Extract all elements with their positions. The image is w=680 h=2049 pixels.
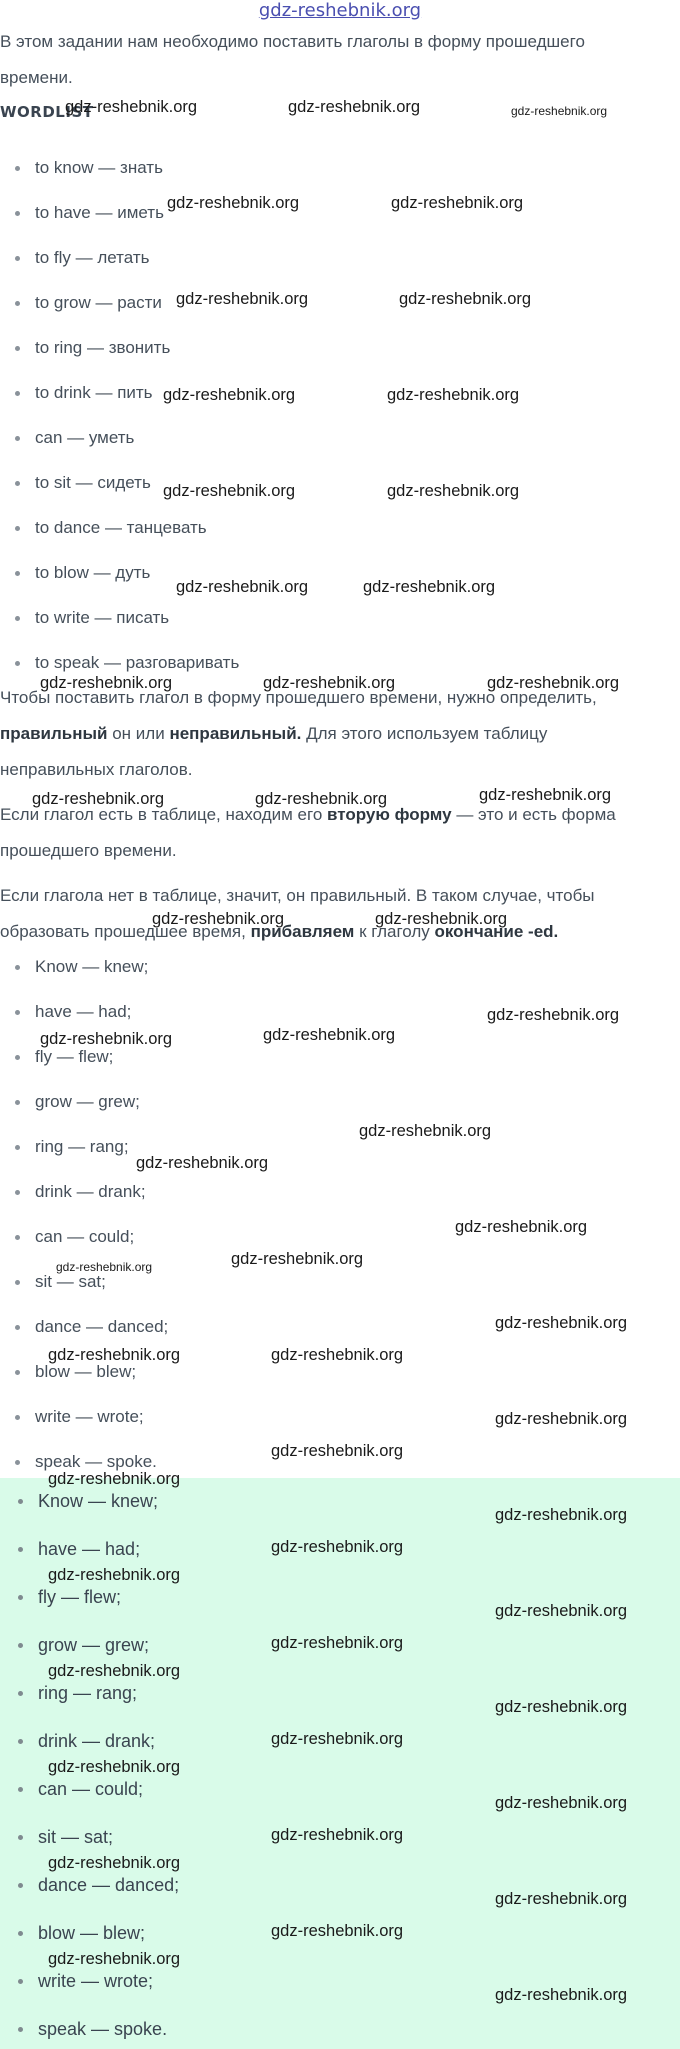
watermark: gdz-reshebnik.org bbox=[163, 482, 296, 500]
list-item: to ring — звонить bbox=[0, 335, 170, 361]
list-item: to know — знать bbox=[0, 155, 163, 181]
watermark: gdz-reshebnik.org bbox=[495, 1410, 628, 1428]
text: образовать прошедшее время, bbox=[0, 922, 251, 941]
watermark: gdz-reshebnik.org bbox=[271, 1442, 404, 1460]
watermark: gdz-reshebnik.org bbox=[495, 1890, 628, 1908]
watermark: gdz-reshebnik.org bbox=[271, 1922, 404, 1940]
explanation-line bbox=[0, 716, 676, 752]
watermark: gdz-reshebnik.org bbox=[387, 386, 520, 404]
watermark: gdz-reshebnik.org bbox=[455, 1218, 588, 1236]
site-link[interactable]: gdz-reshebnik.org bbox=[258, 0, 422, 21]
watermark: gdz-reshebnik.org bbox=[495, 1794, 628, 1812]
explanation-line: Если глагола нет в таблице, значит, он правильный. В таком случае, чтобы bbox=[0, 886, 595, 905]
watermark: gdz-reshebnik.org bbox=[167, 194, 300, 212]
watermark: gdz-reshebnik.org bbox=[375, 910, 508, 928]
text: он или bbox=[107, 724, 170, 743]
bold-text: вторую форму bbox=[327, 805, 452, 824]
watermark: gdz-reshebnik.org bbox=[255, 790, 388, 808]
text: к глаголу bbox=[354, 922, 435, 941]
explanation-paragraph-1 bbox=[0, 680, 676, 788]
list-item: blow — blew; bbox=[0, 1359, 136, 1385]
list-item: to grow — расти bbox=[0, 290, 162, 316]
list-item: fly — flew; bbox=[0, 1044, 113, 1070]
list-item: blow — blew; bbox=[0, 1920, 145, 1946]
watermark: gdz-reshebnik.org bbox=[32, 790, 165, 808]
list-item: sit — sat; bbox=[0, 1269, 106, 1295]
watermark: gdz-reshebnik.org bbox=[495, 1986, 628, 2004]
watermark: gdz-reshebnik.org bbox=[48, 1950, 181, 1968]
watermark: gdz-reshebnik.org bbox=[495, 1314, 628, 1332]
watermark: gdz-reshebnik.org bbox=[495, 1698, 628, 1716]
list-item: drink — drank; bbox=[0, 1728, 155, 1754]
list-item: grow — grew; bbox=[0, 1632, 149, 1658]
watermark: gdz-reshebnik.org bbox=[48, 1758, 181, 1776]
watermark: gdz-reshebnik.org bbox=[176, 290, 309, 308]
watermark: gdz-reshebnik.org bbox=[56, 1260, 153, 1274]
watermark: gdz-reshebnik.org bbox=[271, 1730, 404, 1748]
list-item: have — had; bbox=[0, 1536, 140, 1562]
watermark: gdz-reshebnik.org bbox=[495, 1506, 628, 1524]
list-item: write — wrote; bbox=[0, 1968, 153, 1994]
list-item: Know — knew; bbox=[0, 954, 148, 980]
watermark: gdz-reshebnik.org bbox=[48, 1470, 181, 1488]
intro-paragraph bbox=[0, 24, 676, 96]
list-item: to speak — разговаривать bbox=[0, 650, 239, 676]
watermark: gdz-reshebnik.org bbox=[271, 1826, 404, 1844]
watermark: gdz-reshebnik.org bbox=[271, 1346, 404, 1364]
watermark: gdz-reshebnik.org bbox=[176, 578, 309, 596]
text: — это и есть форма bbox=[451, 805, 616, 824]
list-item: to fly — летать bbox=[0, 245, 149, 271]
watermark: gdz-reshebnik.org bbox=[48, 1854, 181, 1872]
bold-text: прибавляем bbox=[250, 922, 355, 941]
list-item: can — уметь bbox=[0, 425, 134, 451]
list-item: have — had; bbox=[0, 999, 131, 1025]
intro-text: В этом задании нам необходимо поставить глаголы в форму прошедшего времени. bbox=[0, 32, 585, 87]
list-item: to have — иметь bbox=[0, 200, 164, 226]
list-item: speak — spoke. bbox=[0, 1449, 157, 1475]
list-item: to drink — пить bbox=[0, 380, 153, 406]
watermark: gdz-reshebnik.org bbox=[48, 1346, 181, 1364]
watermark: gdz-reshebnik.org bbox=[136, 1154, 269, 1172]
text: Для этого используем таблицу bbox=[301, 724, 548, 743]
watermark: gdz-reshebnik.org bbox=[495, 1602, 628, 1620]
list-item: Know — knew; bbox=[0, 1488, 158, 1514]
explanation-line: Чтобы поставить глагол в форму прошедшего времени, нужно определить, bbox=[0, 688, 597, 707]
watermark: gdz-reshebnik.org bbox=[288, 98, 421, 116]
watermark: gdz-reshebnik.org bbox=[487, 674, 620, 692]
watermark: gdz-reshebnik.org bbox=[387, 482, 520, 500]
watermark: gdz-reshebnik.org bbox=[399, 290, 532, 308]
watermark: gdz-reshebnik.org bbox=[48, 1566, 181, 1584]
watermark: gdz-reshebnik.org bbox=[152, 910, 285, 928]
list-item: speak — spoke. bbox=[0, 2016, 167, 2042]
watermark: gdz-reshebnik.org bbox=[263, 674, 396, 692]
list-item: to dance — танцевать bbox=[0, 515, 207, 541]
watermark: gdz-reshebnik.org bbox=[363, 578, 496, 596]
watermark: gdz-reshebnik.org bbox=[487, 1006, 620, 1024]
list-item: can — could; bbox=[0, 1224, 134, 1250]
watermark: gdz-reshebnik.org bbox=[163, 386, 296, 404]
list-item: drink — drank; bbox=[0, 1179, 146, 1205]
watermark: gdz-reshebnik.org bbox=[65, 98, 198, 116]
text: Если глагол есть в таблице, находим его bbox=[0, 805, 328, 824]
wordlist-heading: WORDLIST bbox=[0, 103, 94, 121]
list-item: to blow — дуть bbox=[0, 560, 150, 586]
list-item: to write — писать bbox=[0, 605, 169, 631]
list-item: fly — flew; bbox=[0, 1584, 121, 1610]
list-item: write — wrote; bbox=[0, 1404, 144, 1430]
explanation-paragraph-3 bbox=[0, 878, 676, 950]
list-item: grow — grew; bbox=[0, 1089, 140, 1115]
list-item: ring — rang; bbox=[0, 1680, 137, 1706]
watermark: gdz-reshebnik.org bbox=[231, 1250, 364, 1268]
list-item: dance — danced; bbox=[0, 1314, 168, 1340]
bold-text: окончание -ed. bbox=[434, 922, 559, 941]
list-item: ring — rang; bbox=[0, 1134, 129, 1160]
explanation-line bbox=[0, 914, 676, 950]
explanation-line: неправильных глаголов. bbox=[0, 760, 193, 779]
explanation-line: прошедшего времени. bbox=[0, 841, 177, 860]
watermark: gdz-reshebnik.org bbox=[271, 1634, 404, 1652]
watermark: gdz-reshebnik.org bbox=[263, 1026, 396, 1044]
watermark: gdz-reshebnik.org bbox=[40, 1030, 173, 1048]
watermark: gdz-reshebnik.org bbox=[479, 786, 612, 804]
list-item: dance — danced; bbox=[0, 1872, 179, 1898]
bold-text: правильный bbox=[0, 724, 108, 743]
watermark: gdz-reshebnik.org bbox=[271, 1538, 404, 1556]
watermark: gdz-reshebnik.org bbox=[511, 104, 608, 118]
watermark: gdz-reshebnik.org bbox=[40, 674, 173, 692]
watermark: gdz-reshebnik.org bbox=[48, 1662, 181, 1680]
watermark: gdz-reshebnik.org bbox=[359, 1122, 492, 1140]
list-item: to sit — сидеть bbox=[0, 470, 151, 496]
list-item: can — could; bbox=[0, 1776, 143, 1802]
list-item: sit — sat; bbox=[0, 1824, 113, 1850]
watermark: gdz-reshebnik.org bbox=[391, 194, 524, 212]
bold-text: неправильный. bbox=[169, 724, 302, 743]
